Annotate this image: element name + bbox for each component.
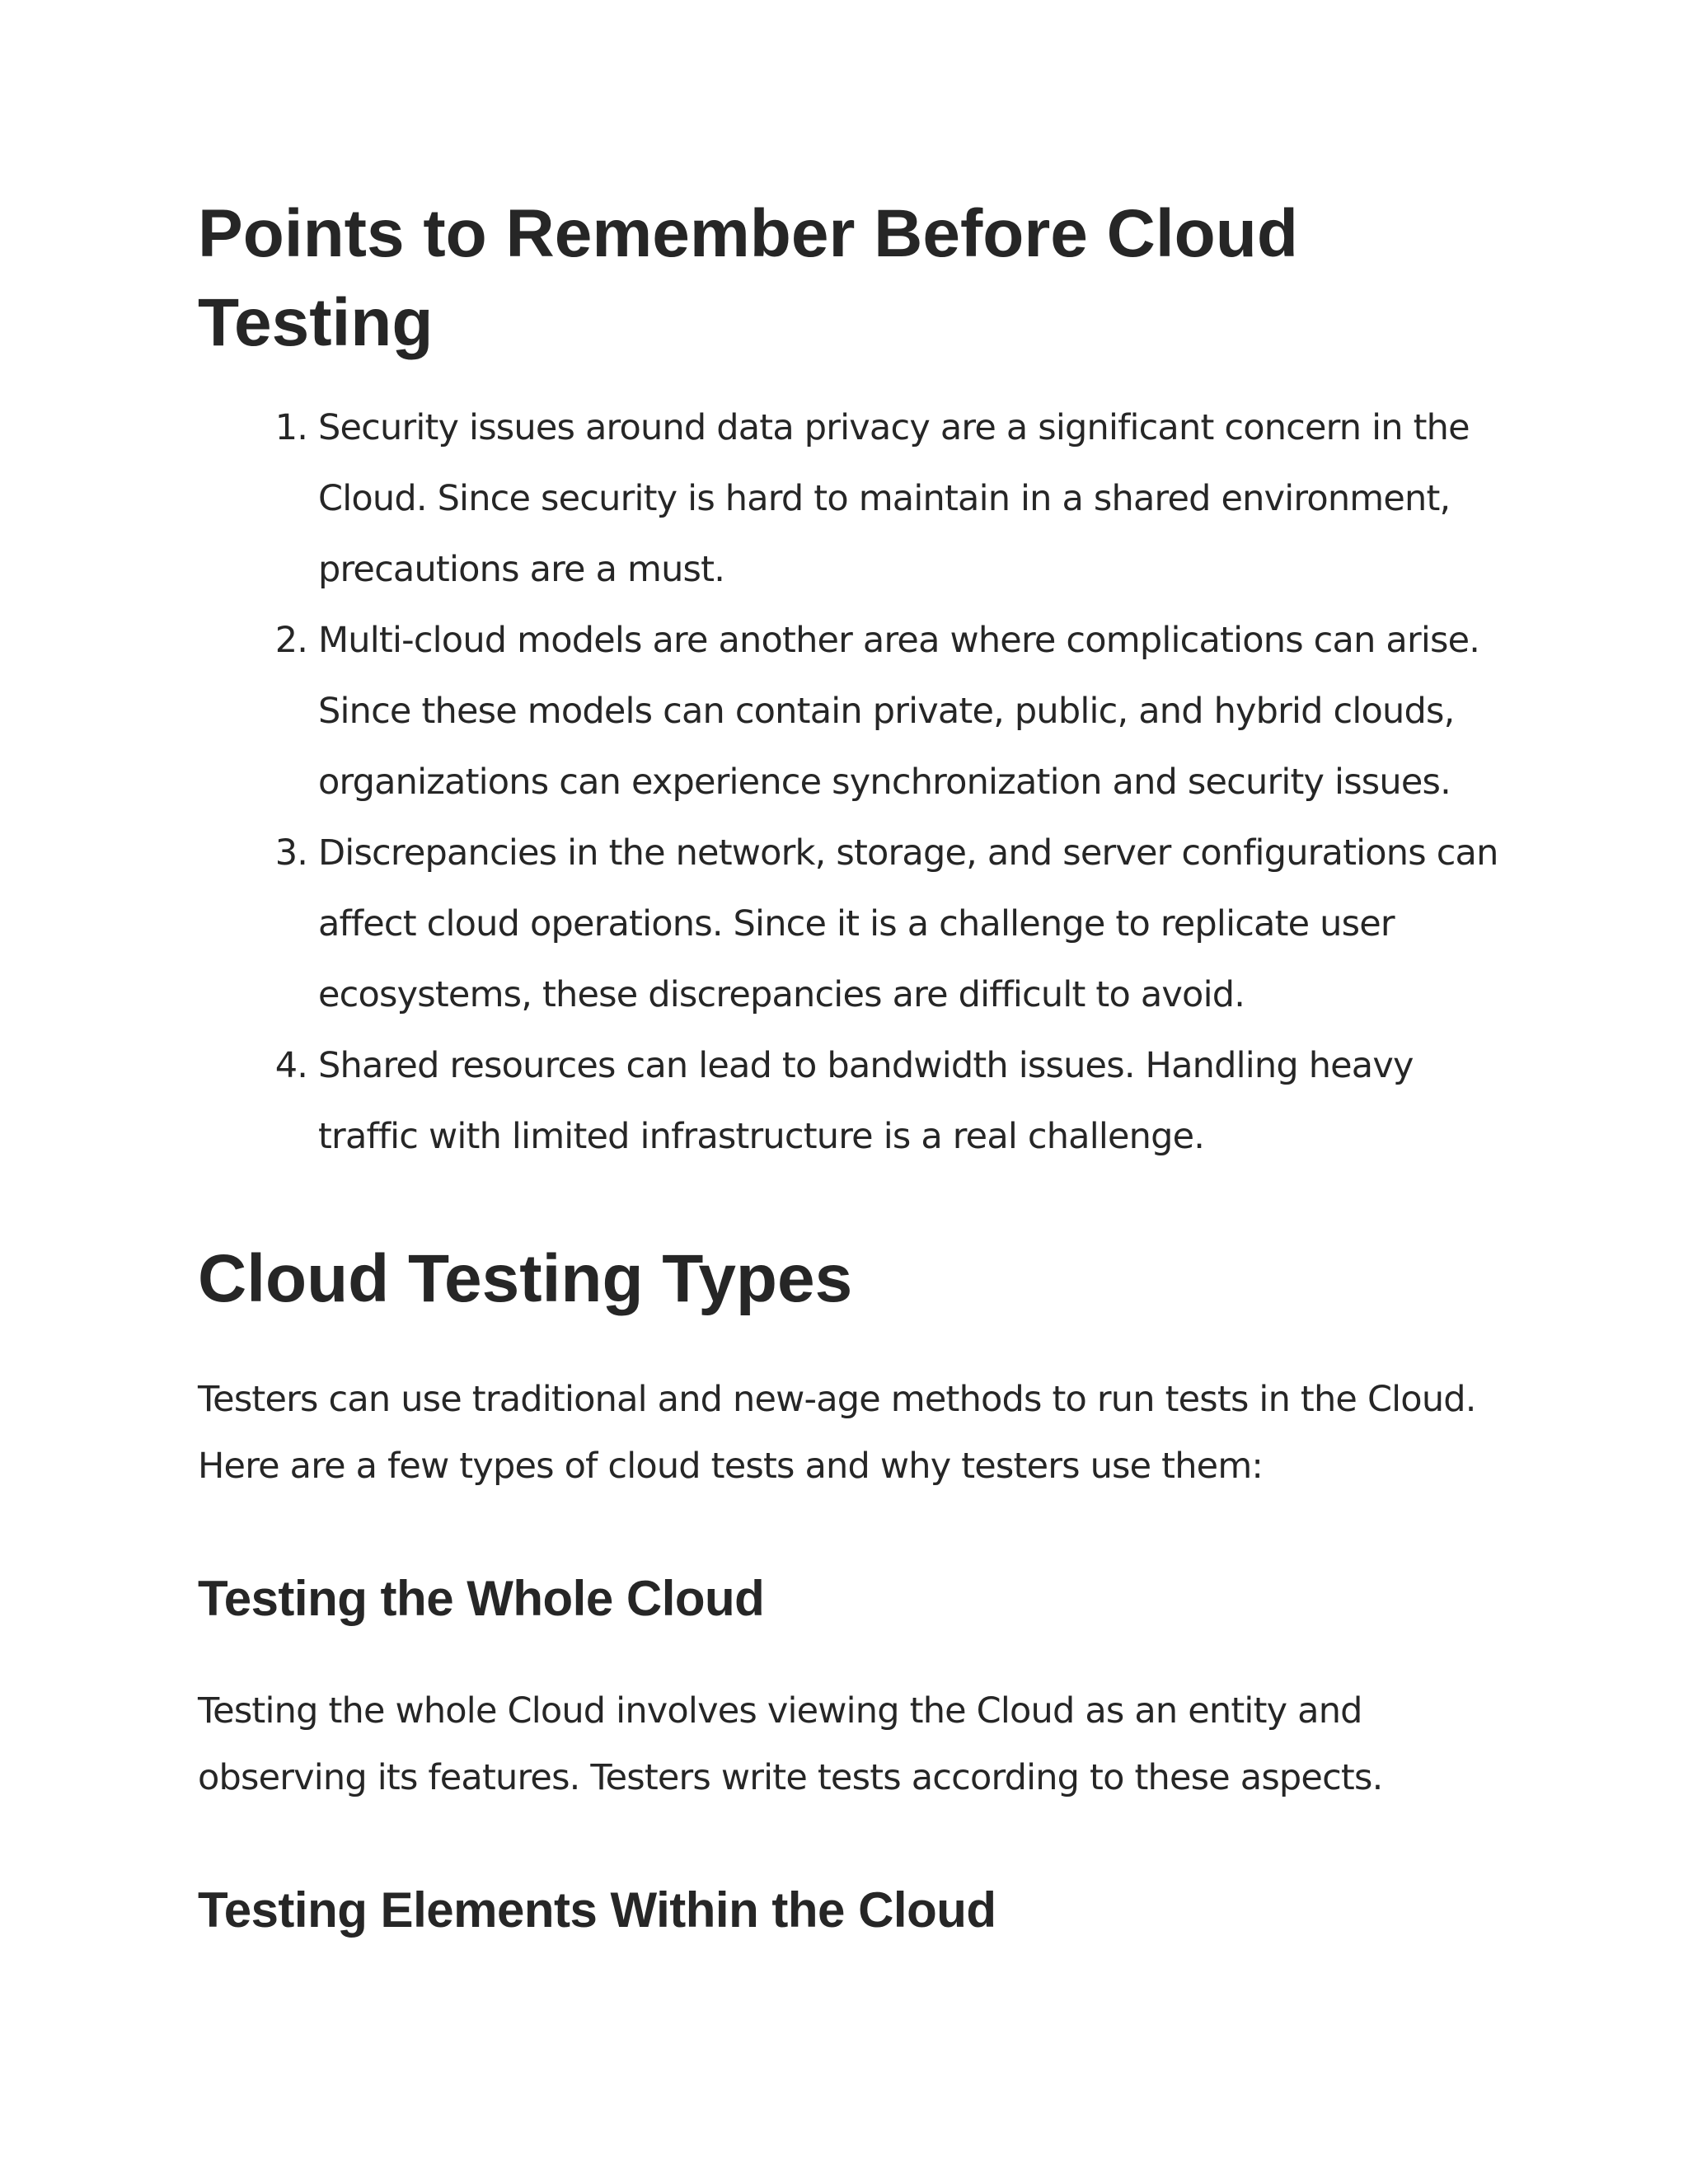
document-page <box>198 190 1500 1942</box>
list-item: 1. Security issues around data privacy are a significant concern in the Cloud. Since security is hard to maintain in a shared environment, precautions are a must. <box>318 392 1500 605</box>
whole-cloud-paragraph: Testing the whole Cloud involves viewing the Cloud as an entity and observing its features. Testers write tests according to these aspects. <box>198 1690 1383 1798</box>
list-item: 2. Multi-cloud models are another area where complications can arise. Since these models can contain private, public, and hybrid clouds, organizations can experience synchronization and security issues. <box>318 605 1500 818</box>
section-heading-cloud-testing-types: Cloud Testing Types <box>198 1241 853 1316</box>
intro-paragraph: Testers can use traditional and new-age methods to run tests in the Cloud. Here are a few types of cloud tests and why testers use them: <box>198 1379 1476 1487</box>
subheading-testing-elements-within-cloud: Testing Elements Within the Cloud <box>198 1882 996 1938</box>
section-heading-points-to-remember: Points to Remember Before Cloud Testing <box>198 196 1298 360</box>
subheading-testing-whole-cloud: Testing the Whole Cloud <box>198 1571 765 1626</box>
points-list <box>198 392 1500 1172</box>
list-item: 4. Shared resources can lead to bandwidth issues. Handling heavy traffic with limited infrastructure is a real challenge. <box>318 1030 1500 1172</box>
list-item: 3. Discrepancies in the network, storage, and server configurations can affect cloud operations. Since it is a challenge to replicate user ecosystems, these discrepancies are difficult to avoid. <box>318 818 1500 1030</box>
